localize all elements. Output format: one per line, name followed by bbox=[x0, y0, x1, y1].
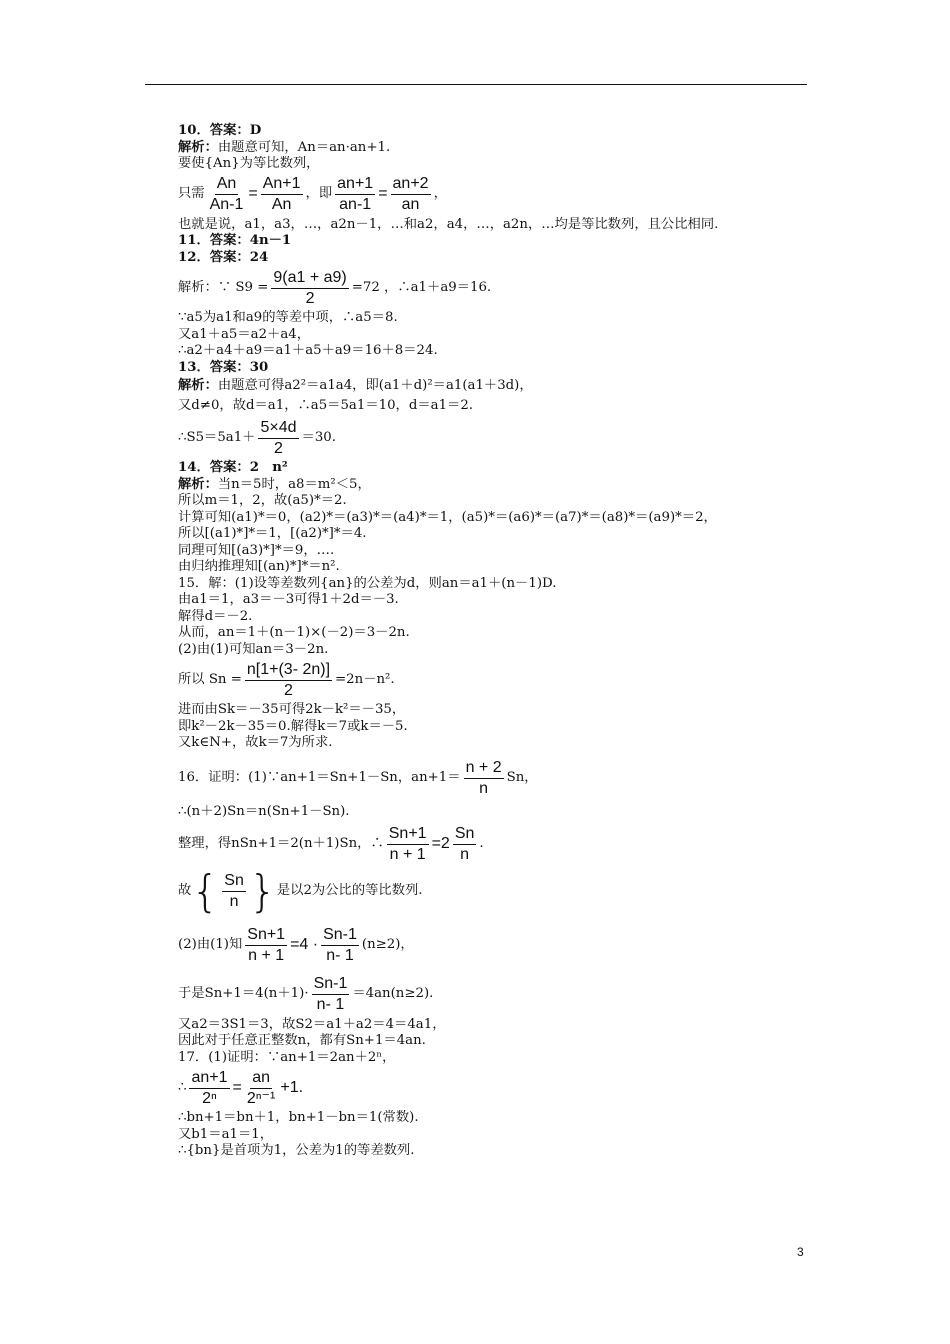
fraction: $\frac{Sn}{n}$ bbox=[454, 825, 475, 863]
text-line: 即k²－2k－35＝0.解得k＝7或k＝－5. bbox=[178, 718, 408, 734]
fraction: $\frac{an}{\text{2ⁿ⁻¹}}$ bbox=[246, 1068, 276, 1107]
text-line: 又a1＋a5＝a2＋a4， bbox=[178, 326, 311, 342]
page-number: 3 bbox=[797, 1245, 804, 1259]
text-line: ∴{bn}是首项为1，公差为1的等差数列. bbox=[178, 1143, 415, 1158]
fraction: $\frac{5\times 4d}{2}$ bbox=[260, 418, 297, 457]
text-line: 从而，an＝1＋(n－1)×(－2)＝3－2n. bbox=[178, 625, 410, 640]
formula-ratio: 只需 $\frac{An}{An-1}$ = $\frac{An+1}{An}$ ，即 $\frac{an+1}{an-1}$ = $\frac{an+2}{an}$ ， bbox=[178, 175, 447, 213]
text-line: 由归纳推理知[(an)*]*＝n². bbox=[178, 559, 340, 574]
fraction: $\frac{n + 2}{n}$ bbox=[465, 759, 502, 797]
formula-recursion: (2)由(1)知 $\frac{Sn+1}{n + 1}$ =4 · $\frac{Sn-1}{n- 1}$ (n≥2)， bbox=[178, 926, 414, 964]
text-line: ∵a5为a1和a9的等差中项，∴a5＝8. bbox=[178, 310, 398, 325]
text-line: 又b1＝a1＝1， bbox=[178, 1126, 274, 1142]
fraction: $\frac{Sn+1}{n + 1}$ bbox=[388, 825, 427, 863]
formula-s5: ∴S5＝5a1＋ $\frac{5\times 4d}{2}$ ＝30. bbox=[178, 418, 336, 457]
formula-geometric: 故 { $\frac{Sn}{n}$ } 是以2为公比的等比数列. bbox=[178, 865, 423, 917]
fraction: $\frac{Sn-1}{n- 1}$ bbox=[323, 926, 357, 964]
text-line: 要使{An}为等比数列， bbox=[178, 156, 320, 171]
text-line: 解析：由题意可知，An＝an·an+1. bbox=[178, 139, 391, 155]
text-line: 15．解：(1)设等差数列{an}的公差为d，则an＝a1＋(n－1)D. bbox=[178, 575, 557, 591]
text-line: 所以m＝1，2，故(a5)*＝2. bbox=[178, 493, 347, 508]
text-line: 解析：由题意可得a2²＝a1a4，即(a1＋d)²＝a1(a1＋3d)， bbox=[178, 378, 533, 393]
text-line: 也就是说，a1，a3，…，a2n－1，…和a2，a4，…，a2n，…均是等比数列，且公比相同. bbox=[178, 216, 719, 232]
text-line: 又d≠0，故d＝a1，∴a5＝5a1＝10，d＝a1＝2. bbox=[178, 398, 474, 413]
formula-result: 于是Sn+1＝4(n＋1)· $\frac{Sn-1}{n- 1}$ ＝4an(n≥2). bbox=[178, 975, 434, 1013]
text-line: 由a1＝1，a3＝－3可得1＋2d＝－3. bbox=[178, 592, 399, 607]
formula-sn: 所以 Sn = $\frac{n[1+(3- 2n)]}{2}$ =2n－n². bbox=[178, 660, 395, 699]
text-line: 解析：当n＝5时，a8＝m²＜5， bbox=[178, 476, 371, 492]
fraction: $\frac{an+1}{\text{2ⁿ}}$ bbox=[191, 1068, 228, 1107]
text-line: 解得d＝－2. bbox=[178, 608, 253, 624]
answer-14: 14．答案：2 n² bbox=[178, 460, 288, 475]
text-line: ∴bn+1＝bn＋1，bn+1－bn＝1(常数). bbox=[178, 1110, 419, 1125]
text-line: 又k∈N+，故k＝7为所求. bbox=[178, 735, 333, 750]
answer-12: 12．答案：24 bbox=[178, 249, 269, 265]
text-line: 又a2＝3S1＝3，故S2＝a1＋a2＝4＝4a1， bbox=[178, 1016, 446, 1032]
fraction: $\frac{an+2}{an}$ bbox=[392, 175, 429, 213]
answer-10: 10．答案：D bbox=[178, 123, 262, 138]
fraction: $\frac{9(a1 + a9)}{2}$ bbox=[273, 268, 347, 307]
header-rule bbox=[145, 84, 807, 85]
fraction: $\frac{an+1}{an-1}$ bbox=[337, 175, 374, 213]
answer-13: 13．答案：30 bbox=[178, 359, 269, 375]
formula-an1: 16．证明：(1)∵an+1＝Sn+1－Sn，an+1＝ $\frac{n + 2}{n}$ Sn， bbox=[178, 759, 538, 797]
formula-ratio-sn: 整理，得nSn+1＝2(n＋1)Sn，∴ $\frac{Sn+1}{n + 1}$ =2 $\frac{Sn}{n}$ . bbox=[178, 825, 484, 863]
text-line: (2)由(1)可知an＝3－2n. bbox=[178, 641, 329, 657]
text-line: 17．(1)证明：∵an+1＝2an＋2ⁿ， bbox=[178, 1049, 396, 1065]
text-line: 同理可知[(a3)*]*＝9，…. bbox=[178, 542, 335, 558]
fraction: $\frac{n[1+(3- 2n)]}{2}$ bbox=[246, 660, 331, 699]
text-line: 计算可知(a1)*＝0，(a2)*＝(a3)*＝(a4)*＝1，(a5)*＝(a6)*＝(a7)*＝(a8)*＝(a9)*＝2， bbox=[178, 509, 717, 525]
formula-s9: 解析：∵ S9 = $\frac{9(a1 + a9)}{2}$ =72 ，∴a1＋a9＝16. bbox=[178, 268, 492, 307]
fraction: $\frac{Sn+1}{n + 1}$ bbox=[247, 926, 286, 964]
text-line: 所以[(a1)*]*＝1，[(a2)*]*＝4. bbox=[178, 526, 367, 541]
fraction: $\frac{Sn}{n}$ bbox=[224, 872, 244, 910]
text-line: 因此对于任意正整数n，都有Sn+1＝4an. bbox=[178, 1033, 426, 1048]
text-line: 进而由Sk＝－35可得2k－k²＝－35， bbox=[178, 702, 406, 717]
answer-11: 11．答案：4n－1 bbox=[178, 233, 292, 248]
text-line: ∴(n＋2)Sn＝n(Sn+1－Sn). bbox=[178, 803, 350, 819]
formula-bn: ∴ $\frac{an+1}{\text{2ⁿ}}$ = $\frac{an}{\text{2ⁿ⁻¹}}$ +1. bbox=[178, 1068, 304, 1107]
document-body bbox=[178, 123, 808, 1160]
fraction: $\frac{An}{An-1}$ bbox=[209, 175, 244, 213]
fraction: $\frac{An+1}{An}$ bbox=[262, 175, 301, 213]
text-line: ∴a2＋a4＋a9＝a1＋a5＋a9＝16＋8＝24. bbox=[178, 343, 438, 358]
fraction: $\frac{Sn-1}{n- 1}$ bbox=[313, 975, 348, 1013]
